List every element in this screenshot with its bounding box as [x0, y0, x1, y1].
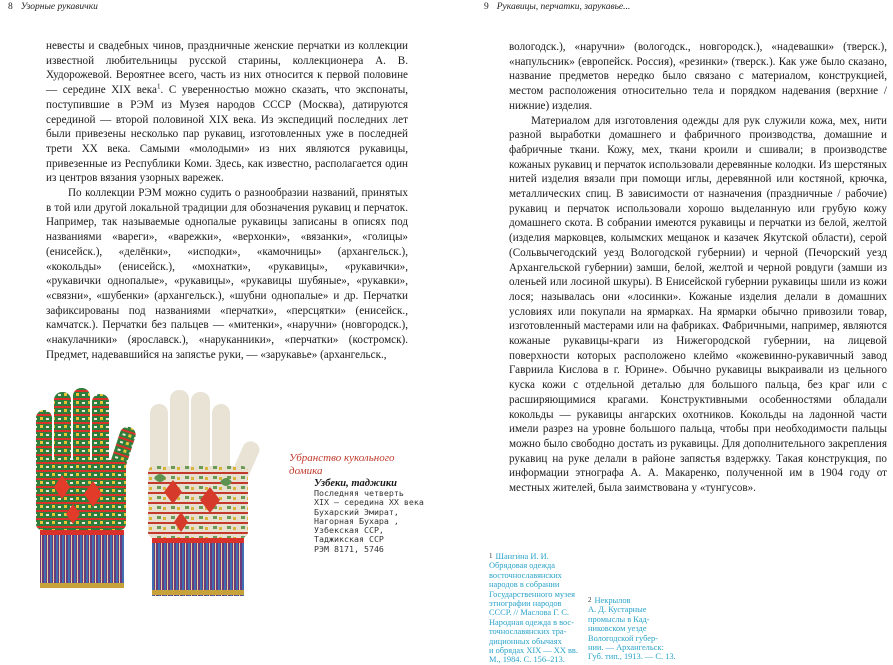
right-paragraph-1: вологодск.), «наручни» (вологодск., новгородск.), «надевашки» (тверск.), «напульсник» (европейск. Россия), «резинки» (тверск.). Как уже было сказано, название предметов нередко было связано с материалом, конструкцией, местом расположения относительно тела и порядком надевания (верхние / нижние) изделия.	[509, 41, 887, 112]
left-paragraph-2: По коллекции РЭМ можно судить о разнообразии названий, принятых в той или другой локальной традиции для обозначения рукавиц и перчаток. Например, так называемые однопалые рукавицы записаны в описях под названиями «вареги», «варежки», «верхонки», «вязанки», «голицы» (енисейск.), «делёнки», «исподки», «камочницы» (архангельск.), «кокольды» (енисейск.), «мохнатки», «рукавицы», «рукавички», «рукавички однопалые», «рукавицы», «рукавицы шубяные», «рукавки», «связни», «шубенки» (архангельск.), «шубни однопалые» и др. Перчатки зафиксированы под названиями «перчатки», «персцятки» (енисейск., камчатск.). Перчатки без пальцев — «митенки», «наручни» (новгородск.), «накулачники» (ярославск.), «наруканники», «перчатки» (костромск). Предмет, надевавшийся на запястье руки, — «зарукавье» (архангельск.,	[46, 187, 408, 361]
left-text-column	[46, 39, 408, 362]
footnote-2	[588, 596, 688, 662]
figure-caption-subtitle: Узбеки, таджики	[314, 478, 398, 489]
page-number-left: 8	[8, 2, 13, 12]
figure-caption-title: Убранство кукольного домика	[289, 452, 395, 477]
footnote-ref-1[interactable]: 1	[156, 82, 161, 91]
left-paragraph-1: невесты и свадебных чинов, праздничные женские перчатки из коллекции известной любительницы русской старины, коллекционера А. В. Худорожевой. Вероятнее всего, часть из них относится к первой половине — середине XIX века$^1$. С уверенностью можно сказать, что экспонаты, поступившие в РЭМ из Музея народов СССР (Москва), датируются серединой — второй половиной XIX века. Из экспедиций последних лет были привезены несколько пар рукавиц, изготовленных уже в последней трети XX века. Самыми «молодыми» из них являются рукавицы, привезенные из Республики Коми. Здесь, как известно, располагается один из центров вязания узорных варежек.	[46, 40, 409, 185]
right-paragraph-2: Материалом для изготовления одежды для рук служили кожа, мех, нити разной выработки домашнего и фабричного производства, домашние и фабричные ткани. Кожу, мех, ткани кроили и сшивали; в производстве кожаных рукавиц и перчаток использовали деревянные колодки. Из шерстяных нитей изделия вязали при помощи иглы, деревянной или костяной, крючка, металлических спиц. В зависимости от назначения (праздничные / рабочие) рукавиц и перчаток использовали хорошо выделанную или грубую кожу домашнего скота. В собрании имеются рукавицы и перчатки из белой, желтой (изделия марковцев, колымских мещанок и казачек Якутской области), серой (Сольвычегодский уезд Вологодской губернии) и черной (Печорский уезд Архангельской губернии) замши, белой, желтой и черной ровдуги (замши из оленьей или лосиной шкуры). В Енисейской губернии рукавицы шили из кожи лося; называлась они «лосинки». Кожаные изделия делали в домашних условиях или покупали на ярмарках. На ярмарки обычно привозили товар, изготовленный мастерами или на фабриках. Фабричными, например, являются кожаные рукавицы-краги из Нижегородской губернии, на лицевой поверхности которых расположено клеймо «кожевинно-рукавичный завод Гавриила Кислова в г. Юрине». Обычно рукавицы выкраивали из цельного куска кожи с отдельной деталью для большого пальца, без краг или с расширяющимися крагами. Конструктивными особенностями обладали кокольды — рукавицы ангарских охотников. Кокольды на ладонной части имели разрез на уровне большого пальца, чтобы при необходимости пальцы можно было свободно достать из рукавицы. Для дополнительного закрепления рукавиц на руке делали в районе запястья вздержку. Такая конструкция, по информации этнографа А. А. Макаренко, полученной им в 1904 году от местных жителей, была заимствована у «тунгусов».	[509, 114, 887, 495]
footnote-2-marker: 2	[588, 596, 592, 604]
figure-caption-details: Последняя четверть XIX — середина XX века Бухарский Эмират, Нагорная Бухара , Узбекская ССР, Таджикская ССР РЭМ 8171, 5746	[314, 488, 424, 554]
running-title-left: Узорные рукавички	[20, 2, 98, 12]
right-glove	[148, 390, 262, 596]
right-text-column	[509, 40, 887, 496]
page-number-right: 9	[484, 2, 489, 12]
gloves-photo	[14, 382, 284, 610]
footnote-1-marker: 1	[489, 552, 493, 560]
footnote-1-text: Шангина И. И. Обрядовая одежда восточнославянских народов в собрании Государственного музея этнографии народов СССР. // Маслова Г. С. Народная одежда в вос- точнославянских тра- диционных обычаях и обрядах XIX — XX вв. М., 1984. С. 156–213.	[489, 552, 578, 665]
running-head-left	[8, 2, 98, 12]
left-glove	[36, 388, 138, 588]
running-title-right: Рукавицы, перчатки, зарукавье...	[496, 2, 631, 12]
footnote-1	[489, 552, 581, 665]
footnote-2-text: Некрылов А. Д. Кустарные промыслы в Кад- никовском уезде Вологодской губер- нии. — Архангельск: Губ. тип., 1913. — С. 13.	[588, 596, 676, 662]
running-head-right	[484, 2, 630, 12]
